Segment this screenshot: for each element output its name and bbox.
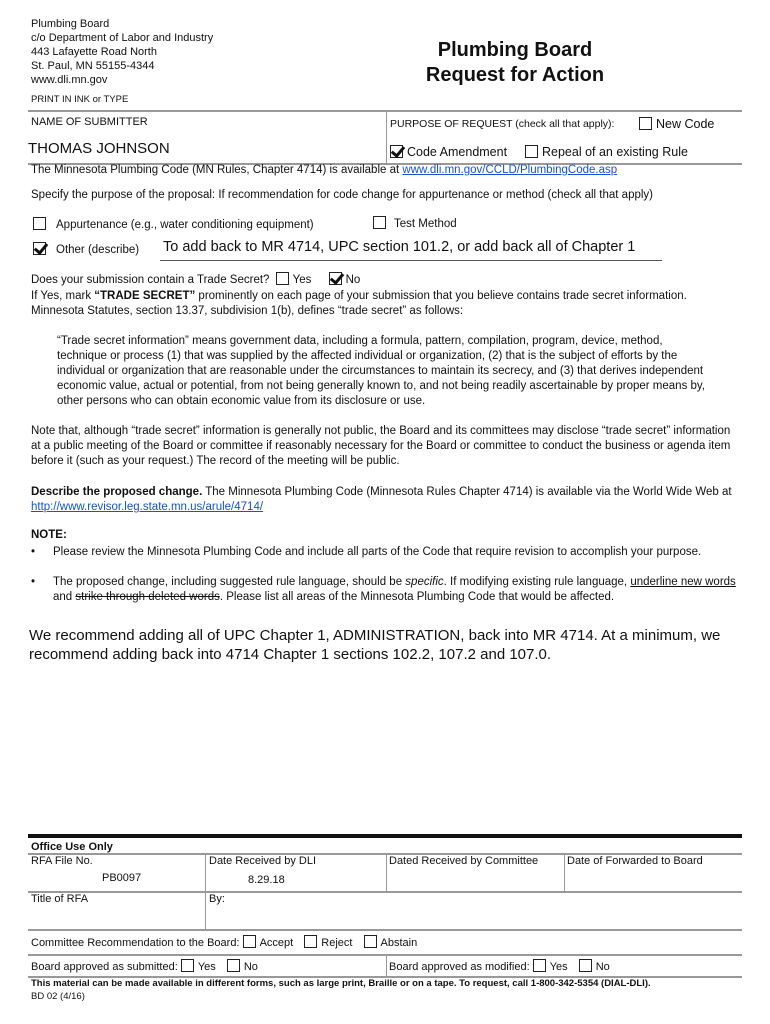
code-amendment-checkbox[interactable]: [390, 145, 403, 158]
reject-checkbox[interactable]: [304, 935, 317, 948]
code-availability: [31, 164, 617, 176]
divider: [386, 955, 387, 977]
other-description-field[interactable]: To add back to MR 4714, UPC section 101.2, or add back all of Chapter 1: [160, 239, 662, 261]
divider: [28, 834, 742, 838]
option-label: No: [595, 961, 610, 973]
new-code-checkbox[interactable]: [639, 117, 652, 130]
text: strike through deleted words: [75, 591, 220, 603]
date-committee-label: Dated Received by Committee: [389, 855, 539, 867]
code-amendment-option[interactable]: [390, 145, 507, 159]
trade-secret-no-checkbox[interactable]: [329, 272, 342, 285]
title-rfa-label: Title of RFA: [31, 893, 89, 905]
form-id: BD 02 (4/16): [31, 991, 85, 1002]
other-option[interactable]: [33, 242, 139, 256]
submitted-no-checkbox[interactable]: [227, 959, 240, 972]
plumbing-code-link[interactable]: www.dli.mn.gov/CCLD/PlumbingCode.asp: [402, 164, 618, 176]
text: The Minnesota Plumbing Code (Minnesota Rules Chapter 4714) is available via the World Wide Web at: [202, 486, 732, 498]
option-label: Reject: [321, 937, 353, 949]
specify-text: Specify the purpose of the proposal: If recommendation for code change for appurtenance or method (check all that apply): [31, 189, 654, 201]
option-label: Other (describe): [56, 244, 140, 256]
approved-submitted-label: Board approved as submitted:: [31, 961, 178, 973]
text: specific: [405, 576, 444, 588]
trade-secret-instructions: [31, 289, 743, 319]
option-label: New Code: [656, 117, 715, 131]
print-note: PRINT IN INK or TYPE: [31, 94, 129, 105]
form-title: [400, 38, 630, 88]
describe-heading: Describe the proposed change.: [31, 486, 203, 498]
title-line: Request for Action: [425, 64, 605, 86]
revisor-link[interactable]: http://www.revisor.leg.state.mn.us/arule/4714/: [31, 501, 264, 513]
note-bullet: • Please review the Minnesota Plumbing Code and include all parts of the Code that require revision to accomplish your purpose.: [31, 546, 702, 558]
accessibility-notice: This material can be made available in different forms, such as large print, Braille or on a tape. To request, call 1-800-342-5354 (DIAL-DLI).: [31, 978, 651, 989]
divider: [28, 929, 742, 931]
describe-change: [31, 485, 743, 515]
option-label: No: [345, 274, 361, 286]
title-line: Plumbing Board: [437, 39, 593, 61]
option-label: Yes: [292, 274, 312, 286]
submitted-yes-checkbox[interactable]: [181, 959, 194, 972]
modified-no-checkbox[interactable]: [579, 959, 592, 972]
board-address: [31, 17, 213, 87]
by-label: By:: [209, 893, 225, 905]
divider: [386, 854, 387, 892]
option-label: Appurtenance (e.g., water conditioning equipment): [56, 219, 314, 231]
option-label: No: [243, 961, 258, 973]
approved-modified-row: [389, 959, 610, 973]
submitter-name-field[interactable]: THOMAS JOHNSON: [28, 140, 170, 157]
option-label: Accept: [259, 937, 294, 949]
other-checkbox[interactable]: [33, 242, 46, 255]
appurtenance-checkbox[interactable]: [33, 217, 46, 230]
option-label: Repeal of an existing Rule: [542, 145, 688, 159]
text: prominently on each page of your submission that you believe contains trade secret information. Minnesota Statutes, section 13.37, subdivision 1(b), defines “trade secret” as follows:: [31, 290, 687, 317]
address-line: c/o Department of Labor and Industry: [31, 32, 214, 44]
repeal-checkbox[interactable]: [525, 145, 538, 158]
trade-secret-question-row: [31, 272, 360, 286]
text: and: [53, 591, 76, 603]
repeal-option[interactable]: [525, 145, 688, 159]
appurtenance-option[interactable]: [33, 217, 314, 231]
divider: [28, 954, 742, 956]
abstain-checkbox[interactable]: [364, 935, 377, 948]
divider: [564, 854, 565, 892]
text: Please review the Minnesota Plumbing Code and include all parts of the Code that require revision to accomplish your purpose.: [53, 546, 702, 558]
text: . If modifying existing rule language,: [443, 576, 631, 588]
accept-checkbox[interactable]: [243, 935, 256, 948]
option-label: Test Method: [394, 218, 457, 230]
option-label: Yes: [549, 961, 568, 973]
new-code-option[interactable]: [639, 117, 714, 131]
trade-secret-definition: “Trade secret information” means government data, including a formula, pattern, compilation, program, device, method, technique or process (1) that was supplied by the affected individual or organization, (2) that is the subject of efforts by the individual or organization that are reasonable under the circumstances to maintain its secrecy, and (3) that derives independent economic value, actual or potential, from not being generally known to, and not being readily ascertainable by proper means by, other persons who can obtain economic value from its disclosure or use.: [57, 335, 706, 407]
purpose-label: PURPOSE OF REQUEST (check all that apply):: [390, 118, 615, 130]
date-dli-label: Date Received by DLI: [209, 855, 316, 867]
text: The proposed change, including suggested rule language, should be: [53, 576, 406, 588]
trade-secret-mark: “TRADE SECRET”: [94, 290, 196, 302]
note-bullet: • The proposed change, including suggested rule language, should be specific. If modifying existing rule language, underline new words and strike through deleted words. Please list all areas of the Minnesota Plumbing Code that would be affected.: [31, 576, 736, 603]
text: If Yes, mark: [31, 290, 95, 302]
test-method-checkbox[interactable]: [373, 216, 386, 229]
date-dli-value[interactable]: 8.29.18: [248, 874, 285, 886]
rfa-file-label: RFA File No.: [31, 855, 93, 867]
address-line: St. Paul, MN 55155-4344: [31, 60, 155, 72]
code-availability-text: The Minnesota Plumbing Code (MN Rules, Chapter 4714) is available at: [31, 164, 403, 176]
address-line: 443 Lafayette Road North: [31, 46, 157, 58]
rfa-file-value[interactable]: PB0097: [102, 872, 142, 884]
approved-modified-label: Board approved as modified:: [389, 961, 530, 973]
address-line: www.dli.mn.gov: [31, 74, 108, 86]
text: underline new words: [630, 576, 736, 588]
option-label: Yes: [197, 961, 216, 973]
committee-recommendation-row: [31, 935, 417, 949]
divider: [28, 110, 742, 112]
date-board-label: Date of Forwarded to Board: [567, 855, 703, 867]
divider: [28, 891, 742, 893]
note-label: NOTE:: [31, 529, 67, 541]
address-line: Plumbing Board: [31, 18, 110, 30]
approved-submitted-row: [31, 959, 258, 973]
proposed-change-field[interactable]: We recommend adding all of UPC Chapter 1, ADMINISTRATION, back into MR 4714. At a minimum, we recommend adding back into 4714 Chapter 1 sections 102.2, 107.2 and 107.0.: [29, 627, 721, 663]
option-label: Abstain: [380, 937, 418, 949]
trade-secret-note: Note that, although “trade secret” information is generally not public, the Board and its committees may disclose “trade secret” information at a public meeting of the Board or committee if reasonably necessary for the Board or committee to conduct the business or agenda item before it (such as your request.) The record of the meeting will be public.: [31, 425, 731, 467]
office-use-title: Office Use Only: [31, 841, 113, 853]
test-method-option[interactable]: [373, 216, 457, 230]
text: . Please list all areas of the Minnesota Plumbing Code that would be affected.: [219, 591, 615, 603]
option-label: Code Amendment: [407, 145, 508, 159]
trade-secret-question: Does your submission contain a Trade Secret?: [31, 274, 270, 286]
divider: [386, 111, 387, 163]
trade-secret-yes-checkbox[interactable]: [276, 272, 289, 285]
submitter-label: NAME OF SUBMITTER: [31, 116, 148, 128]
committee-label: Committee Recommendation to the Board:: [31, 937, 240, 949]
modified-yes-checkbox[interactable]: [533, 959, 546, 972]
